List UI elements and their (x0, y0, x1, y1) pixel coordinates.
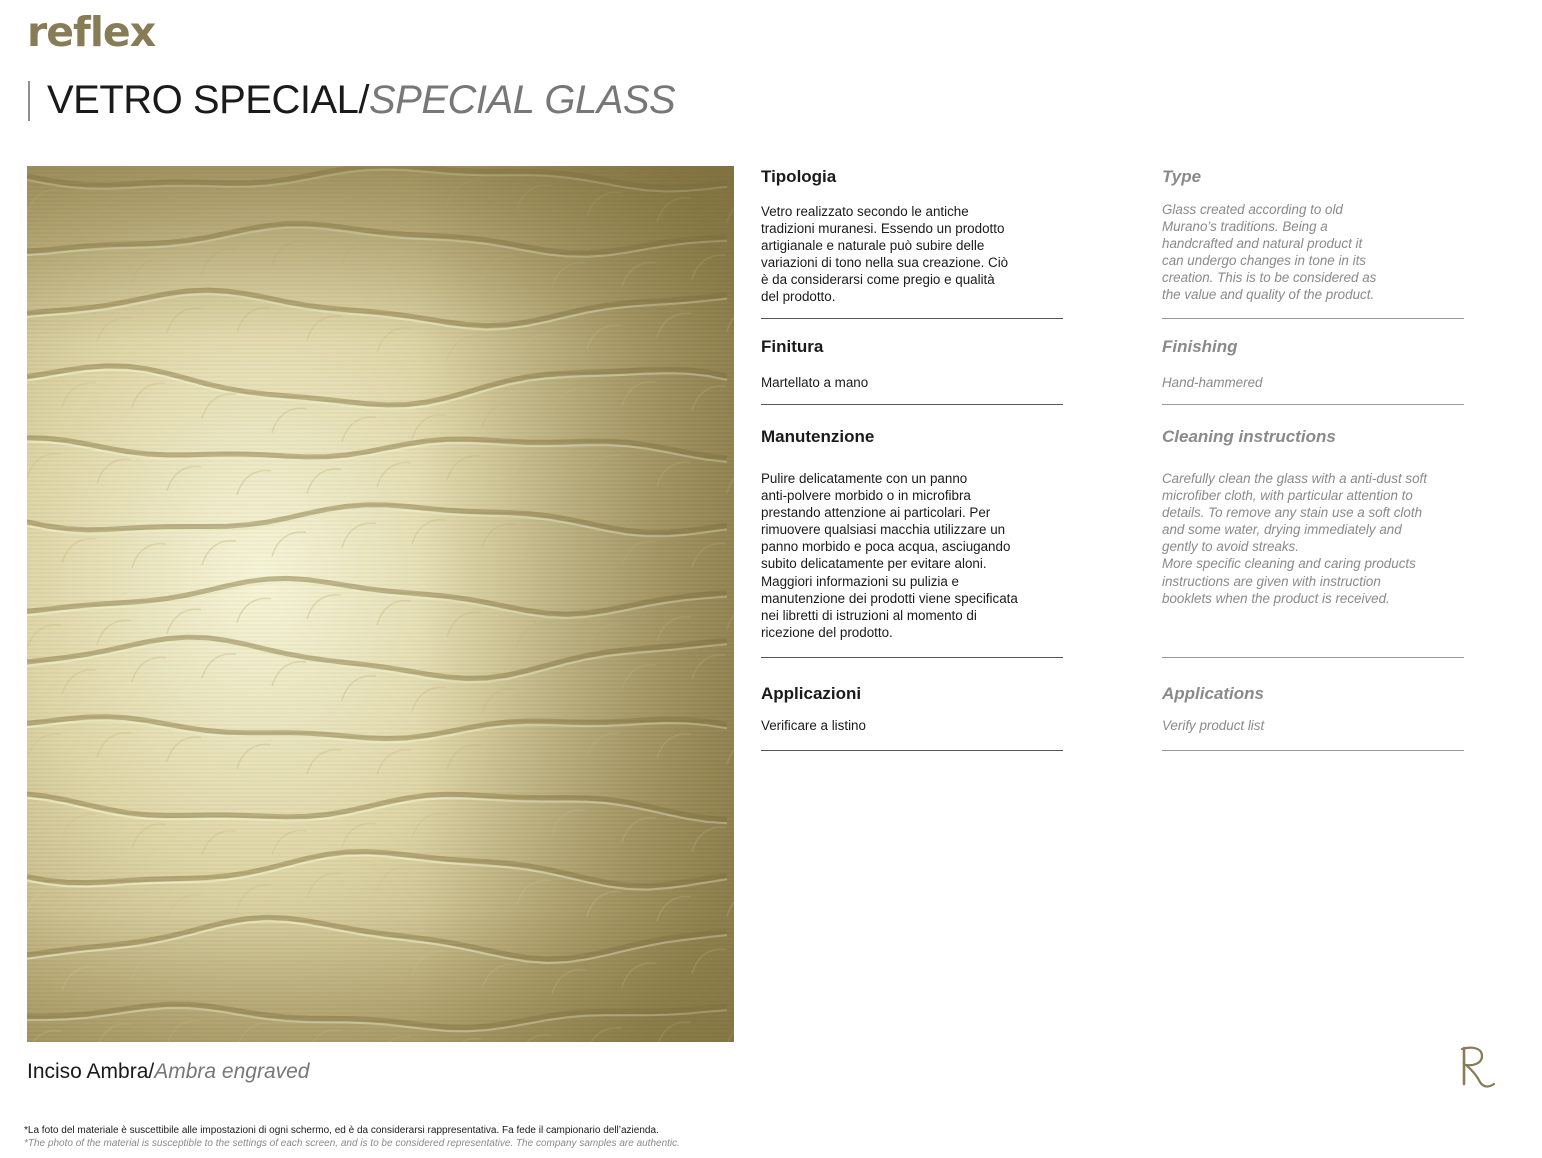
section-heading: Finishing (1162, 337, 1238, 356)
title-divider (28, 81, 30, 121)
section-type (1162, 166, 1464, 319)
section-heading: Manutenzione (761, 427, 875, 446)
caption-italian: Inciso Ambra/ (27, 1060, 155, 1083)
brand-logo: reflex (27, 8, 156, 56)
section-text: Hand-hammered (1162, 375, 1263, 390)
section-text: Verify product list (1162, 718, 1265, 733)
title-italian: VETRO SPECIAL/ (47, 78, 369, 122)
section-manutenzione (761, 427, 1063, 658)
footnote-italian: *La foto del materiale è suscettibile alle impostazioni di ogni schermo, ed è da considerarsi rappresentativa. Fa fede il campionario dell’azienda. (24, 1125, 659, 1136)
section-applications (1162, 683, 1464, 751)
reflex-r-monogram-icon (1458, 1044, 1498, 1090)
footnote-english: *The photo of the material is susceptible to the settings of each screen, and is to be considered representative. The company samples are authentic. (24, 1138, 680, 1149)
section-heading: Finitura (761, 337, 824, 356)
section-text: Glass created according to old Murano’s traditions. Being a handcrafted and natural product it can undergo changes in tone in its creation. This is to be considered as the value and quality of the product. (1162, 202, 1377, 303)
section-heading: Applications (1162, 684, 1265, 703)
section-heading: Cleaning instructions (1162, 427, 1336, 446)
section-finitura (761, 337, 1063, 405)
section-heading: Tipologia (761, 167, 837, 186)
section-text: Pulire delicatamente con un panno anti-polvere morbido o in microfibra prestando attenzione ai particolari. Per rimuovere qualsiasi macchia utilizzare un panno morbido e poca acqua, asciugando subito delicatamente per evitare aloni. Maggiori informazioni su pulizia e manutenzione dei prodotti viene specificata nei libretti di istruzioni al momento di ricezione del prodotto. (761, 471, 1018, 640)
section-cleaning-instructions (1162, 427, 1464, 658)
section-finishing (1162, 337, 1464, 405)
section-text: Carefully clean the glass with a anti-dust soft microfiber cloth, with particular attention to details. To remove any stain use a soft cloth and some water, drying immediately and gently to avoid streaks. More specific cleaning and caring products instructions are given with instruction booklets when the product is received. (1162, 471, 1427, 606)
section-text: Vetro realizzato secondo le antiche tradizioni muranesi. Essendo un prodotto artigianale e naturale può subire delle variazioni di tono nella sua creazione. Ciò è da considerarsi come pregio e qualità del prodotto. (761, 204, 1009, 305)
sample-caption (27, 1060, 310, 1084)
section-applicazioni (761, 683, 1063, 751)
section-heading: Type (1162, 167, 1202, 186)
caption-english: Ambra engraved (154, 1060, 310, 1083)
page-title (47, 78, 675, 123)
section-tipologia (761, 166, 1063, 319)
material-sample-image (27, 166, 734, 1042)
section-heading: Applicazioni (761, 684, 862, 703)
section-text: Martellato a mano (761, 375, 869, 390)
section-text: Verificare a listino (761, 718, 866, 733)
title-english: SPECIAL GLASS (368, 78, 676, 122)
